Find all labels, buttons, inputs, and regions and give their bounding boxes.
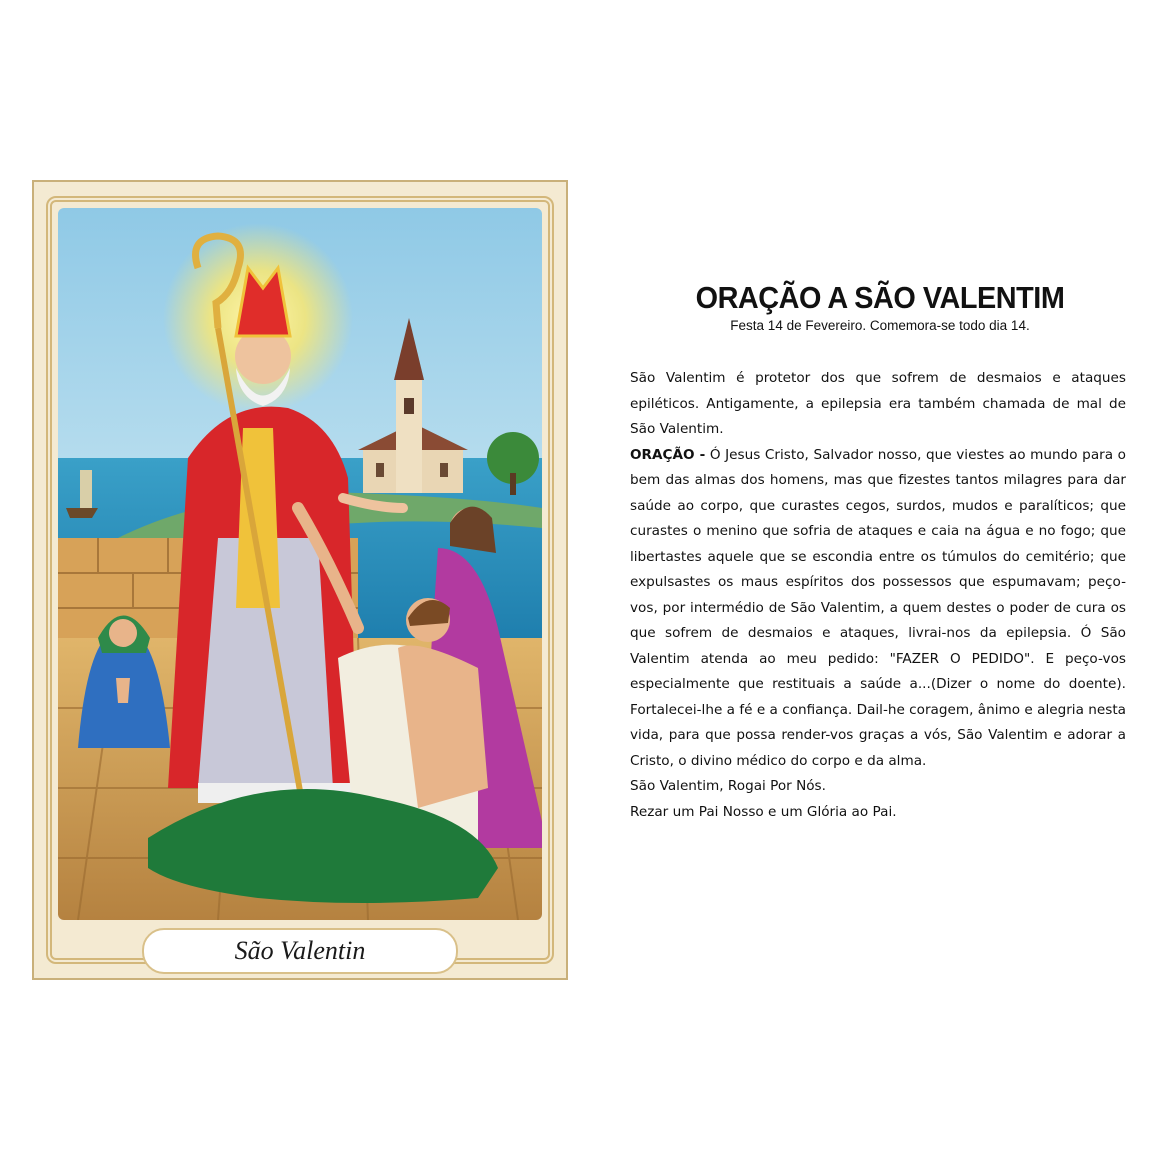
prayer-title: ORAÇÃO A SÃO VALENTIM: [695, 280, 1065, 315]
saint-card: [32, 180, 568, 980]
final-instruction: Rezar um Pai Nosso e um Glória ao Pai.: [630, 803, 897, 820]
oracao-paragraph: [630, 443, 1126, 775]
saint-name-caption: São Valentin: [142, 928, 458, 974]
oracao-text: Ó Jesus Cristo, Salvador nosso, que viestes ao mundo para o bem das almas dos homens, mas que fizestes tantos milagres para dar saúde ao corpo, que curastes cegos, surdos, mudos e paralíticos; que curastes o menino que sofria de ataques e caia na água e no fogo; que libertastes aquele que se escondia entre os túmulos do cemitério; que expulsastes os maus espíritos dos possessos que espumavam; peço-vos, por intermédio de São Valentim, a quem destes o poder de cura os que sofrem de desmaios e ataques, livrai-nos da epilepsia. Ó São Valentim atenda ao meu pedido: "FAZER O PEDIDO". E peço-vos especialmente que restituais a saúde a...(Dizer o nome do doente). Fortalecei-lhe a fé e a confiança. Dail-he coragem, ânimo e alegria nesta vida, para que possa render-vos graças a vós, São Valentim e adorar a Cristo, o divino médico do corpo e da alma.: [630, 446, 1126, 769]
intro-paragraph: São Valentim é protetor dos que sofrem de desmaios e ataques epiléticos. Antigamente, a epilepsia era também chamada de mal de São Valentim.: [630, 370, 1126, 437]
closing-line: São Valentim, Rogai Por Nós.: [630, 778, 826, 794]
saint-valentine-painting: [58, 208, 542, 920]
oracao-label: ORAÇÃO -: [630, 446, 706, 463]
saint-illustration: [58, 208, 542, 920]
prayer-body: [630, 366, 1126, 825]
feast-subtitle: Festa 14 de Fevereiro. Comemora-se todo dia 14.: [730, 318, 1030, 333]
